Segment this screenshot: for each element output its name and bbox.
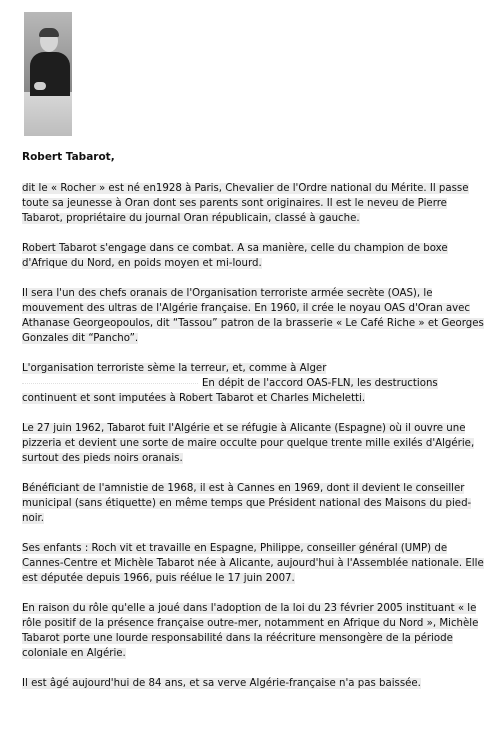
article-body	[22, 150, 484, 706]
paragraph-7	[22, 541, 484, 586]
paragraph-1-text: dit le « Rocher » est né en1928 à Paris, Chevalier de l'Ordre national du Mérite. Il passe toute sa jeunesse à Oran dont ses parents sont originaires. Il est le neveu de Pierre Tabarot, propriétaire du journal Oran républicain, classé à gauche.	[22, 183, 469, 224]
paragraph-3	[22, 286, 484, 346]
paragraph-4	[22, 361, 484, 406]
paragraph-2-text: Robert Tabarot s'engage dans ce combat. A sa manière, celle du champion de boxe d'Afrique du Nord, en poids moyen et mi-lourd.	[22, 243, 448, 269]
paragraph-8	[22, 601, 484, 661]
paragraph-9-text: Il est âgé aujourd'hui de 84 ans, et sa verve Algérie-française n'a pas baissée.	[22, 678, 421, 689]
paragraph-9	[22, 676, 484, 691]
paragraph-7-text: Ses enfants : Roch vit et travaille en Espagne, Philippe, conseiller général (UMP) de Cannes-Centre et Michèle Tabarot née à Alicante, aujourd'hui à l'Assemblée nationale. Elle est députée depuis 1966, puis réélue le 17 juin 2007.	[22, 543, 484, 584]
podium-table	[24, 92, 72, 136]
paragraph-6-text: Bénéficiant de l'amnistie de 1968, il est à Cannes en 1969, dont il devient le conseiller municipal (sans étiquette) en même temps que Président national des Maisons du pied-noir.	[22, 483, 472, 524]
person-hair	[39, 28, 59, 37]
paragraph-2	[22, 241, 484, 271]
paragraph-1	[22, 181, 484, 226]
paragraph-8-text: En raison du rôle qu'elle a joué dans l'adoption de la loi du 23 février 2005 instituant « le rôle positif de la présence française outre-mer, notamment en Afrique du Nord », Michèle Tabarot porte une lourde responsabilité dans la réécriture mensongère de la période coloniale en Algérie.	[22, 603, 479, 659]
paragraph-6	[22, 481, 484, 526]
person-hand	[34, 82, 46, 90]
redacted-gap	[22, 382, 198, 384]
paragraph-4-text-a: L'organisation terroriste sème la terreur, et, comme à Alger	[22, 363, 327, 374]
paragraph-4-text-b: En dépit de l'accord OAS-FLN, les destructions continuent et sont imputées à Robert Tabarot et Charles Micheletti.	[22, 378, 438, 404]
paragraph-5-text: Le 27 juin 1962, Tabarot fuit l'Algérie et se réfugie à Alicante (Espagne) où il ouvre une pizzeria et devient une sorte de maire occulte pour quelque trente mille exilés d'Algérie, surtout des pieds noirs oranais.	[22, 423, 475, 464]
paragraph-5	[22, 421, 484, 466]
paragraph-3-text: Il sera l'un des chefs oranais de l'Organisation terroriste armée secrète (OAS), le mouvement des ultras de l'Algérie française. En 1960, il crée le noyau OAS d'Oran avec Athanase Georgeopoulos, dit “Tassou” patron de la brasserie « Le Café Riche » et Georges Gonzales dit “Pancho”.	[22, 288, 484, 344]
portrait-photo	[24, 12, 72, 136]
article-title: Robert Tabarot,	[22, 151, 115, 163]
